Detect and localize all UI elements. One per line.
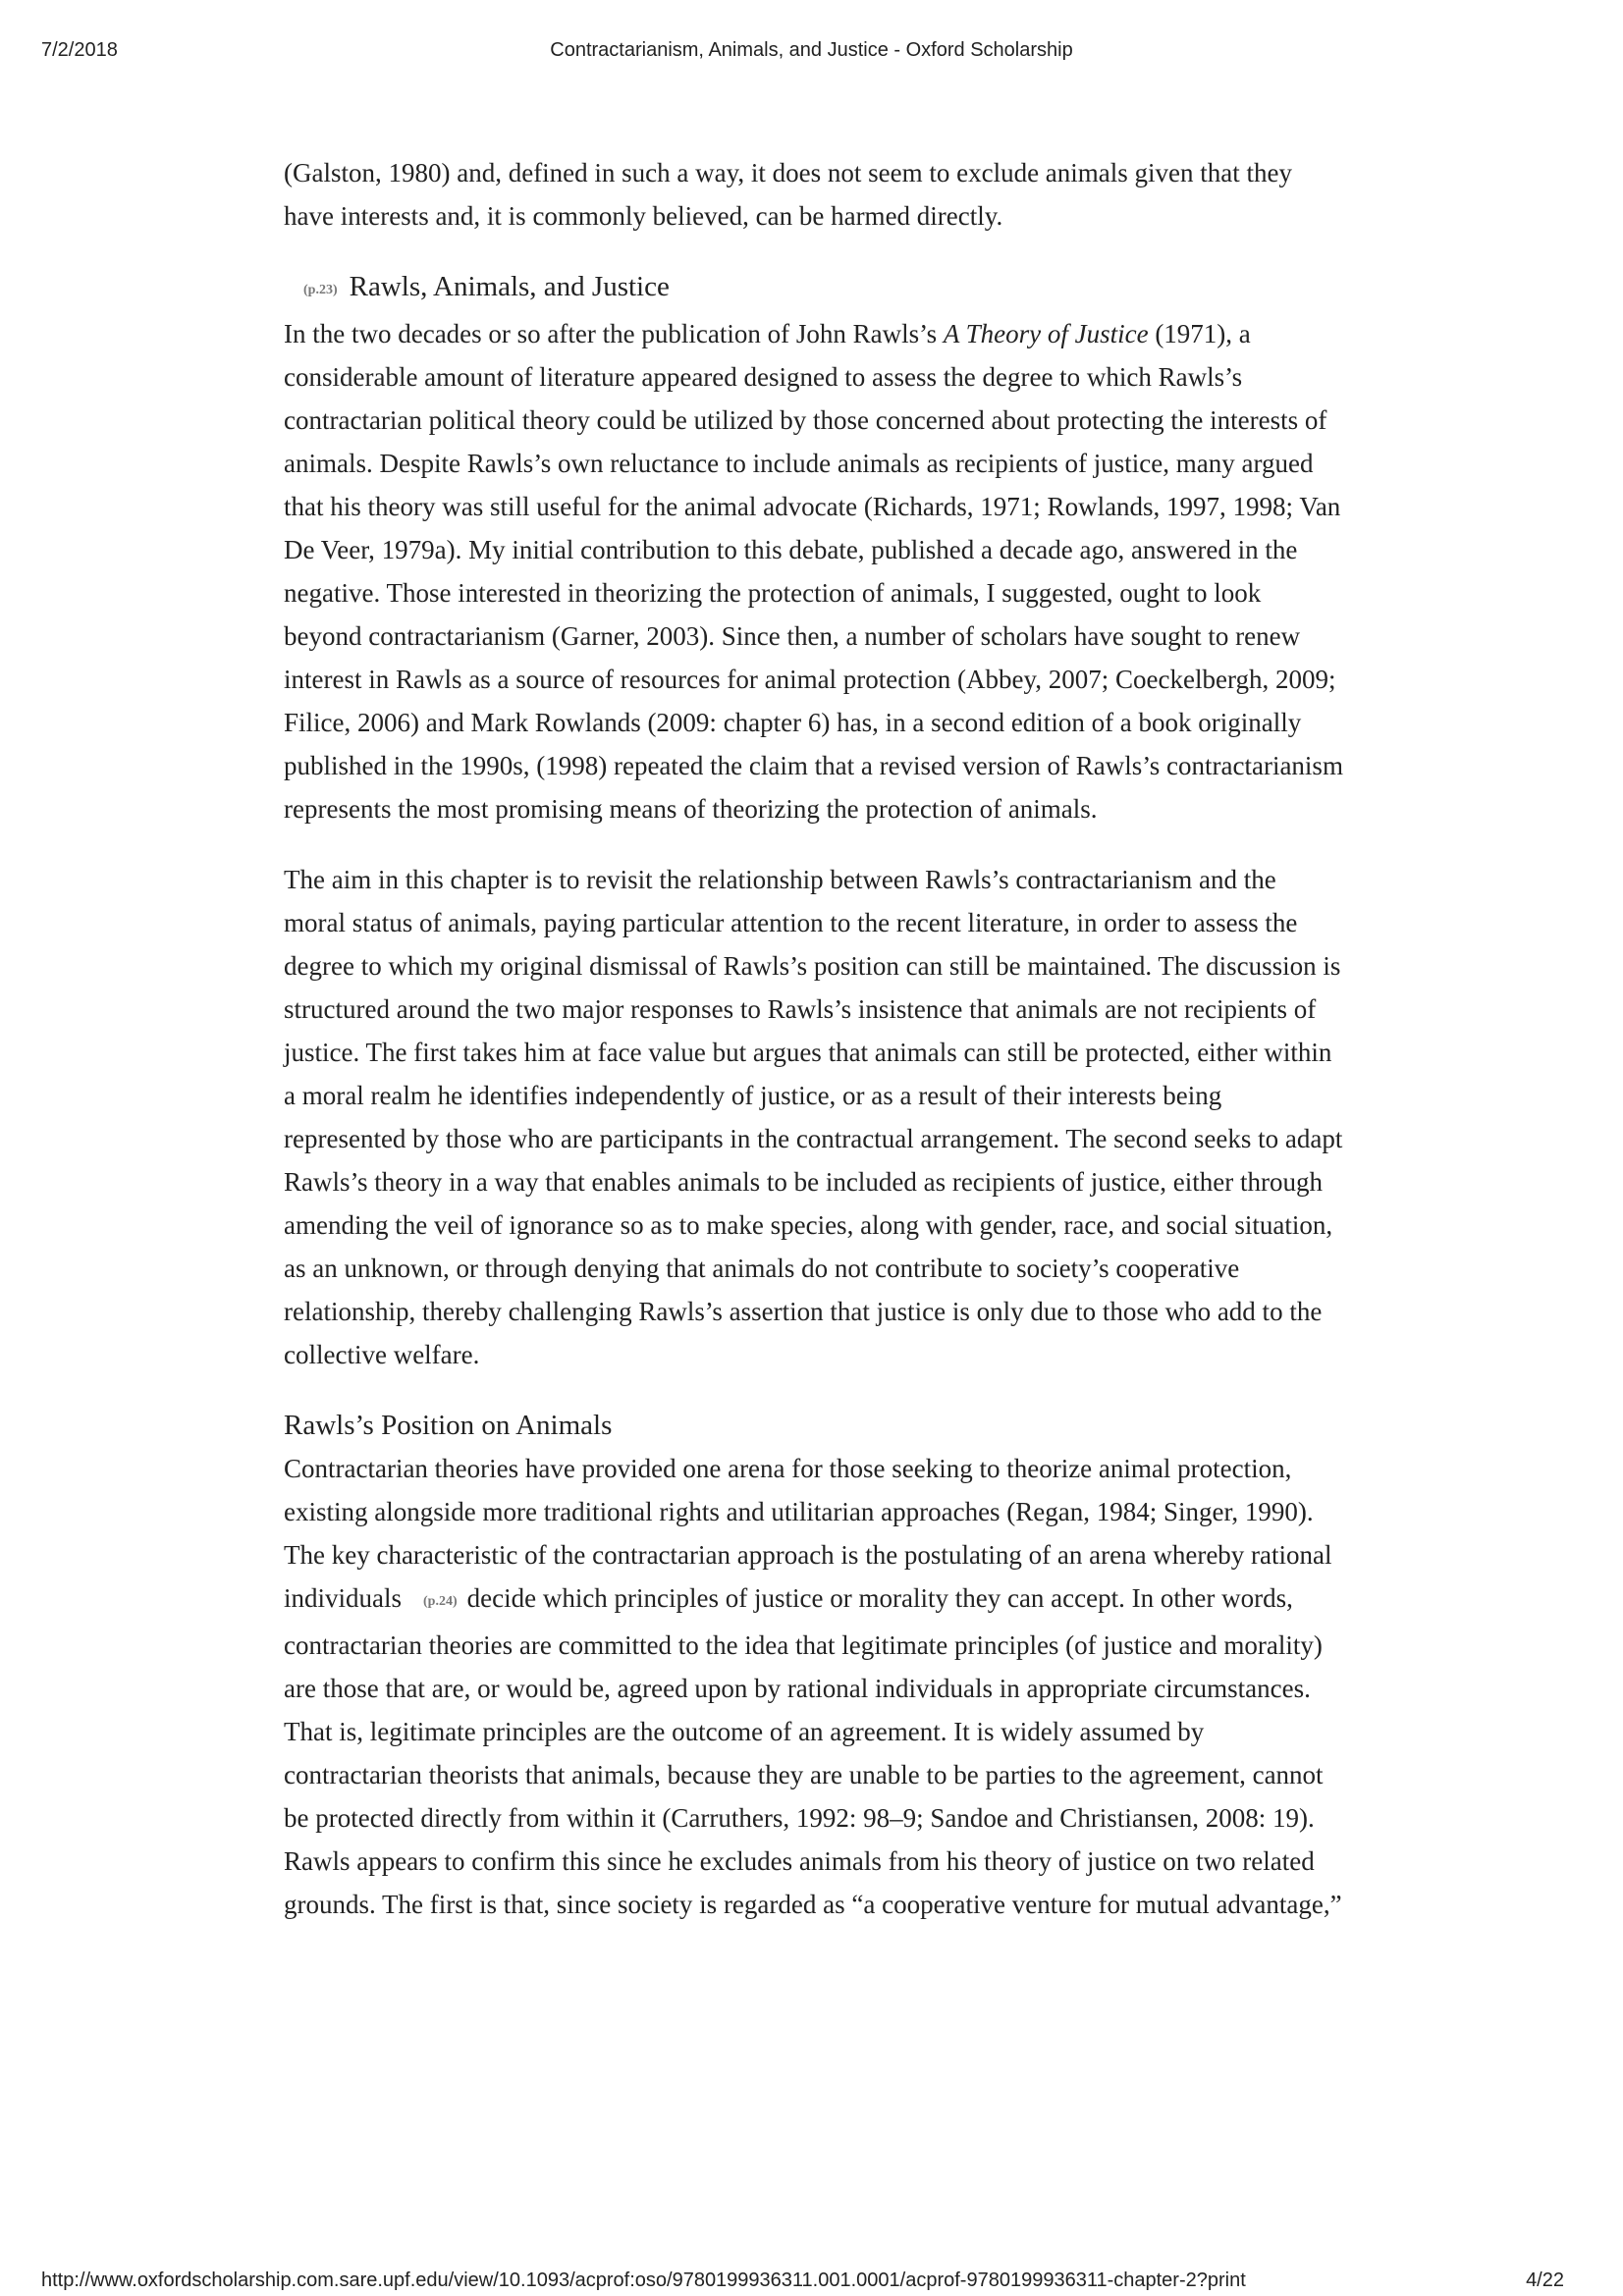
page-title: Contractarianism, Animals, and Justice - Oxford Scholarship [550,39,1073,61]
intro-paragraph: (Galston, 1980) and, defined in such a way, it does not seem to exclude animals given that they have interests and, it is commonly believed, can be harmed directly. [284,158,1292,231]
footer-page-number: 4/22 [1526,2269,1564,2291]
page-marker: (p.24) [423,1594,458,1609]
text-run: decide which principles of justice or morality they can accept. In other words, contractarian theories are committed to the idea that legitimate principles (of justice and morality) are those that are, or would be, agreed upon by rational individuals in appropriate circumstances. That is, legitimate principles are the outcome of an agreement. It is widely assumed by contractarian theorists that animals, because they are unable to be parties to the agreement, cannot be protected directly from within it (Carruthers, 1992: 98–9; Sandoe and Christiansen, 2008: 19). Rawls appears to confirm this since he excludes animals from his theory of justice on two related grounds. The first is that, since society is regarded as “a cooperative venture for mutual advantage,” [284,1583,1342,1919]
text-run: In the two decades or so after the publication of John Rawls’s [284,319,944,348]
document-body [284,151,1344,1926]
section-heading-text: Rawls’s Position on Animals [284,1410,613,1441]
book-title: A Theory of Justice [943,319,1149,348]
footer-url: http://www.oxfordscholarship.com.sare.upf.edu/view/10.1093/acprof:oso/9780199936311.001.0001/acprof-9780199936311-chapter-2?print [41,2269,1246,2291]
section-heading-text: Rawls, Animals, and Justice [349,271,670,302]
text-run: Contractarian theories have provided one arena for those seeking to theorize animal protection, existing alongside more traditional rights and utilitarian approaches (Regan, 1984; Singer, 1990). The key characteristic of the contractarian approach is the postulating of an arena whereby rational individuals [284,1454,1332,1613]
print-date: 7/2/2018 [41,39,118,61]
section1-paragraph-1 [284,312,1344,830]
section-heading-rawls-position [284,1404,1344,1447]
page-marker: (p.23) [303,283,338,297]
section2-paragraph-1 [284,1447,1344,1926]
text-run: (1971), a considerable amount of literature appeared designed to assess the degree to which Rawls’s contractarian political theory could be utilized by those concerned about protecting the interests of animals. Despite Rawls’s own reluctance to include animals as recipients of justice, many argued that his theory was still useful for the animal advocate (Richards, 1971; Rowlands, 1997, 1998; Van De Veer, 1979a). My initial contribution to this debate, published a decade ago, answered in the negative. Those interested in theorizing the protection of animals, I suggested, ought to look beyond contractarianism (Garner, 2003). Since then, a number of scholars have sought to renew interest in Rawls as a source of resources for animal protection (Abbey, 2007; Coeckelbergh, 2009; Filice, 2006) and Mark Rowlands (2009: chapter 6) has, in a second edition of a book originally published in the 1990s, (1998) repeated the claim that a revised version of Rawls’s contractarianism represents the most promising means of theorizing the protection of animals. [284,319,1343,824]
section1-paragraph-2: The aim in this chapter is to revisit the relationship between Rawls’s contractarianism and the moral status of animals, paying particular attention to the recent literature, in order to assess the degree to which my original dismissal of Rawls’s position can still be maintained. The discussion is structured around the two major responses to Rawls’s insistence that animals are not recipients of justice. The first takes him at face value but argues that animals can still be protected, either within a moral realm he identifies independently of justice, or as a result of their interests being represented by those who are participants in the contractual arrangement. The second seeks to adapt Rawls’s theory in a way that enables animals to be included as recipients of justice, either through amending the veil of ignorance so as to make species, along with gender, race, and social situation, as an unknown, or through denying that animals do not contribute to society’s cooperative relationship, thereby challenging Rawls’s assertion that justice is only due to those who add to the collective welfare. [284,865,1343,1369]
section-heading-rawls-animals-justice [284,265,1344,312]
